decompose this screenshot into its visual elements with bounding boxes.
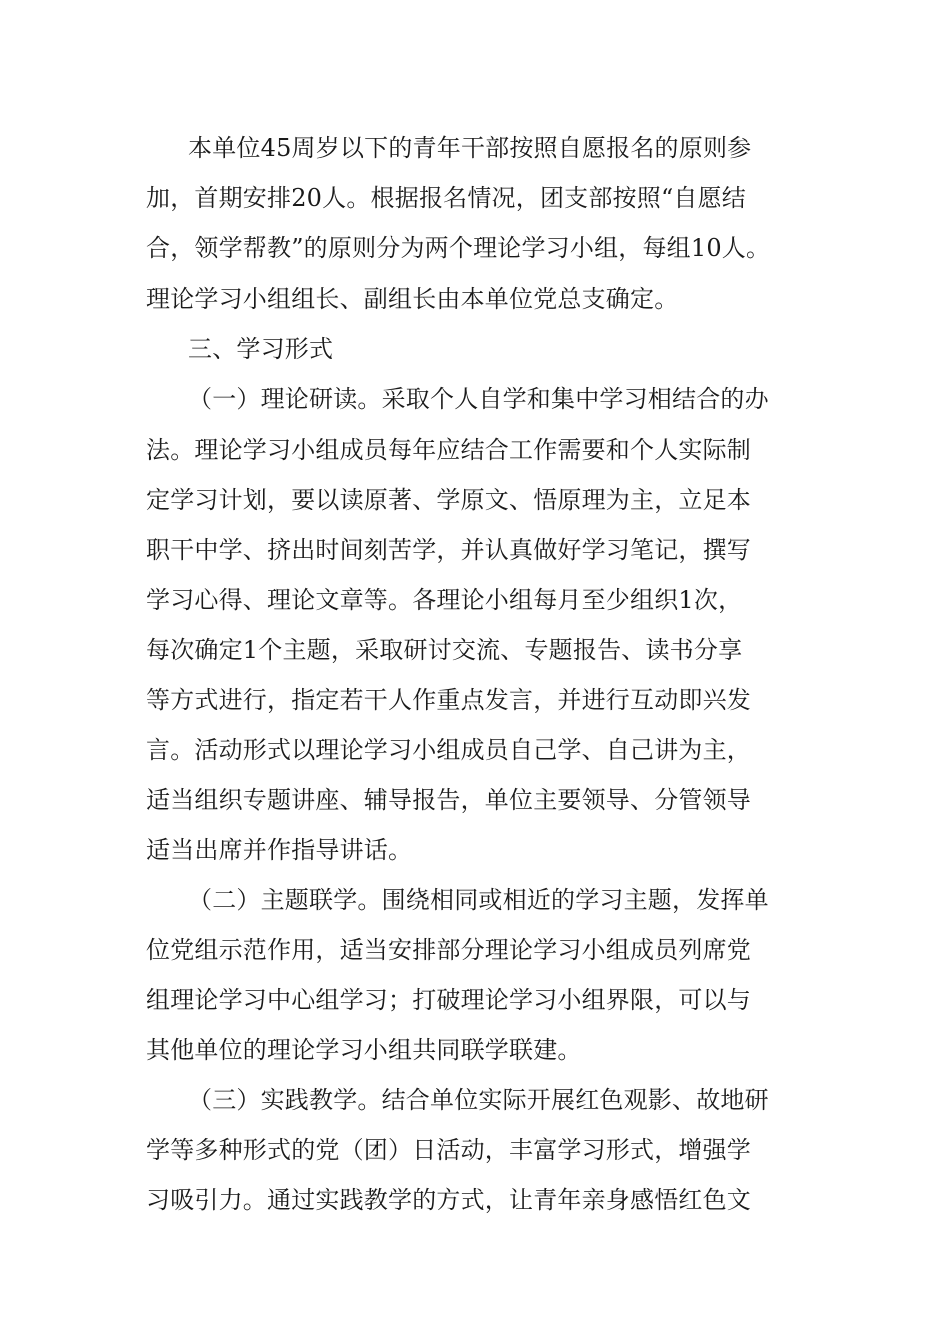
paragraph-line: （二）主题联学。围绕相同或相近的学习主题，发挥单 <box>188 886 769 914</box>
paragraph-line: 合，领学帮教”的原则分为两个理论学习小组，每组10人。 <box>146 234 771 262</box>
paragraph-line: 其他单位的理论学习小组共同联学联建。 <box>146 1036 582 1064</box>
paragraph-line: 组理论学习中心组学习；打破理论学习小组界限，可以与 <box>146 986 751 1014</box>
paragraph-line: 适当组织专题讲座、辅导报告，单位主要领导、分管领导 <box>146 786 751 814</box>
paragraph-line: 加，首期安排20人。根据报名情况，团支部按照“自愿结 <box>146 184 747 212</box>
paragraph-line: 位党组示范作用，适当安排部分理论学习小组成员列席党 <box>146 936 751 964</box>
paragraph-line: 定学习计划，要以读原著、学原文、悟原理为主，立足本 <box>146 486 751 514</box>
paragraph-line: （一）理论研读。采取个人自学和集中学习相结合的办 <box>188 385 769 413</box>
paragraph-line: 职干中学、挤出时间刻苦学，并认真做好学习笔记，撰写 <box>146 536 751 564</box>
paragraph-line: 理论学习小组组长、副组长由本单位党总支确定。 <box>146 285 679 313</box>
paragraph-line: 法。理论学习小组成员每年应结合工作需要和个人实际制 <box>146 436 751 464</box>
paragraph-line: 学习心得、理论文章等。各理论小组每月至少组织1次， <box>146 586 743 614</box>
paragraph-line: 言。活动形式以理论学习小组成员自己学、自己讲为主， <box>146 736 751 764</box>
paragraph-line: 每次确定1个主题，采取研讨交流、专题报告、读书分享 <box>146 636 743 664</box>
paragraph-line: 习吸引力。通过实践教学的方式，让青年亲身感悟红色文 <box>146 1186 751 1214</box>
paragraph-line: 等方式进行，指定若干人作重点发言，并进行互动即兴发 <box>146 686 751 714</box>
paragraph-line: 学等多种形式的党（团）日活动，丰富学习形式，增强学 <box>146 1136 751 1164</box>
paragraph-line: （三）实践教学。结合单位实际开展红色观影、故地研 <box>188 1086 769 1114</box>
paragraph-line: 本单位45周岁以下的青年干部按照自愿报名的原则参 <box>188 134 752 162</box>
section-heading: 三、学习形式 <box>188 335 334 363</box>
paragraph-line: 适当出席并作指导讲话。 <box>146 836 413 864</box>
